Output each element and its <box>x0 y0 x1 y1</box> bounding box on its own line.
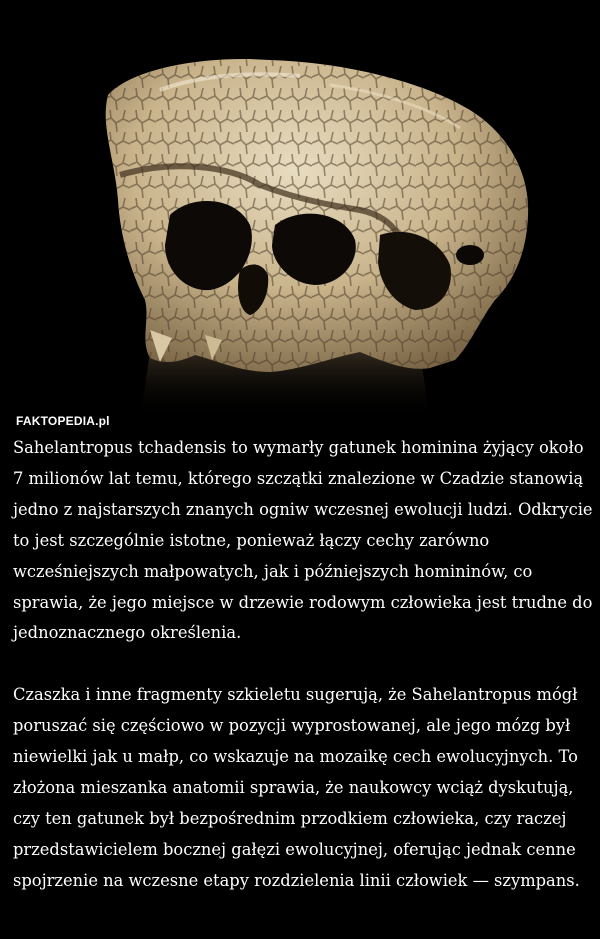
article-text <box>13 433 593 897</box>
skull-illustration <box>0 0 600 420</box>
skull-photo <box>0 0 600 420</box>
paragraph-2: Czaszka i inne fragmenty szkieletu sugerują, że Sahelantropus mógł poruszać się częściowo w pozycji wyprostowanej, ale jego mózg był niewielki jak u małp, co wskazuje na mozaikę cech ewolucyjnych. To złożona mieszanka anatomii sprawia, że naukowcy wciąż dyskutują, czy ten gatunek był bezpośrednim przodkiem człowieka, czy raczej przedstawicielem bocznej gałęzi ewolucyjnej, oferując jednak cenne spojrzenie na wczesne etapy rozdzielenia linii człowiek — szympans. <box>13 685 580 890</box>
watermark-logo: FAKTOPEDIA.pl <box>16 414 110 428</box>
paragraph-1: Sahelantropus tchadensis to wymarły gatunek hominina żyjący około 7 milionów lat temu, którego szczątki znalezione w Czadzie stanowią jedno z najstarszych znanych ogniw wczesnej ewolucji ludzi. Odkrycie to jest szczególnie istotne, ponieważ łączy cechy zarówno wcześniejszych małpowatych, jak i późniejszych homininów, co sprawia, że jego miejsce w drzewie rodowym człowieka jest trudne do jednoznacznego określenia. <box>13 438 593 643</box>
